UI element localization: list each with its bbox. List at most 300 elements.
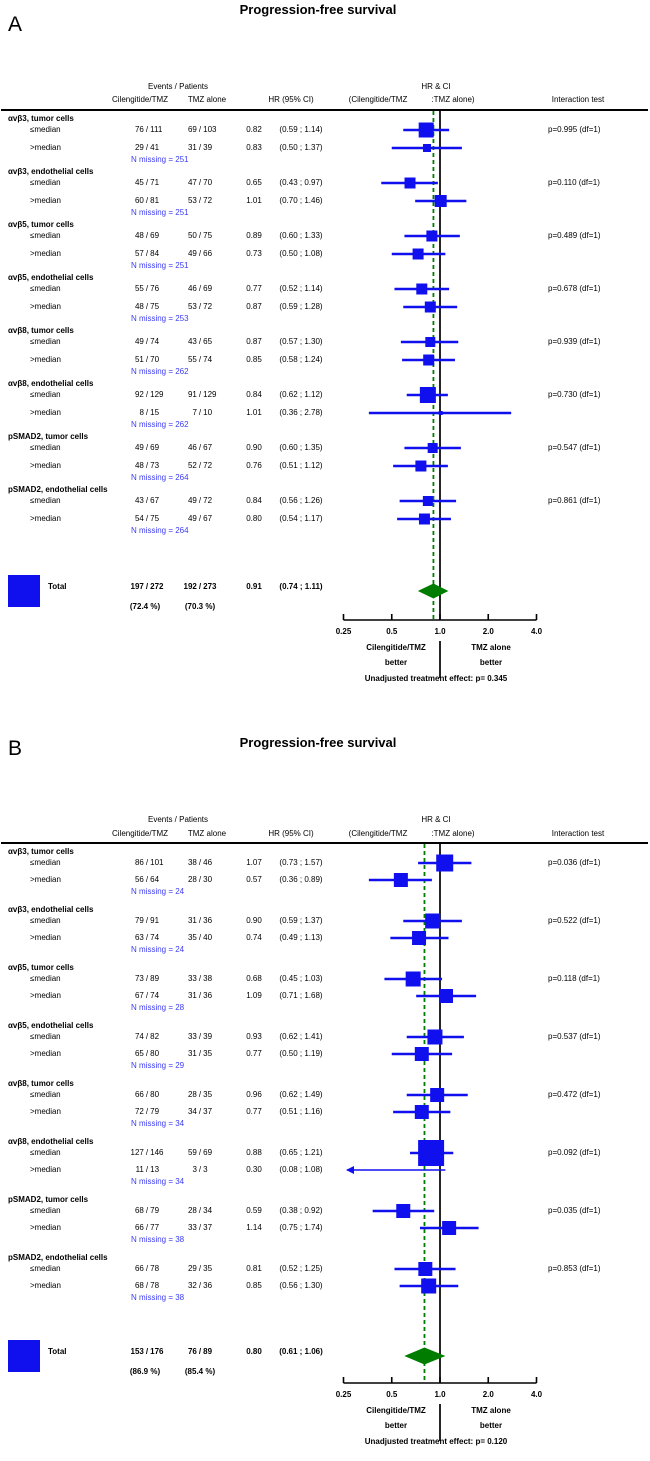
events-cilengitide-tmz: 68 / 79: [134, 1206, 160, 1215]
ci-value: (0.57 ; 1.30): [279, 337, 323, 346]
panel-b-title: Progression-free survival: [239, 735, 397, 750]
x-axis-tick-label: 1.0: [434, 1390, 446, 1399]
n-missing-note: N missing = 264: [131, 526, 189, 535]
row-label: >median: [30, 1107, 61, 1116]
interaction-p-value: p=0.472 (df=1): [548, 1090, 601, 1099]
ci-value: (0.38 ; 0.92): [279, 1206, 323, 1215]
hr-value: 0.88: [246, 1148, 262, 1157]
ci-value: (0.59 ; 1.37): [279, 916, 323, 925]
events-tmz-alone: 34 / 37: [187, 1107, 213, 1116]
group-label: αvβ5, tumor cells: [8, 963, 74, 972]
group-label: αvβ3, tumor cells: [8, 847, 74, 856]
ci-value: (0.62 ; 1.12): [279, 390, 323, 399]
events-cilengitide-tmz: 72 / 79: [134, 1107, 160, 1116]
total-percent-tmz-alone: (70.3 %): [184, 602, 216, 611]
hr-value: 0.84: [246, 390, 262, 399]
footer-label-better-right: better: [479, 1421, 503, 1430]
interaction-p-value: p=0.853 (df=1): [548, 1264, 601, 1273]
row-label: ≤median: [30, 1206, 61, 1215]
hr-value: 1.14: [246, 1223, 262, 1232]
n-missing-note: N missing = 264: [131, 473, 189, 482]
events-tmz-alone: 55 / 74: [187, 355, 213, 364]
row-label: ≤median: [30, 1032, 61, 1041]
events-tmz-alone: 91 / 129: [187, 390, 217, 399]
hr-square-marker: [420, 387, 436, 403]
row-label: >median: [30, 1223, 61, 1232]
row-label: ≤median: [30, 858, 61, 867]
hr-value: 0.84: [246, 496, 262, 505]
ci-value: (0.52 ; 1.14): [279, 284, 323, 293]
col-header-hr-95ci: HR (95% CI): [268, 95, 314, 104]
footer-label-tmz-better: TMZ alone: [471, 643, 511, 652]
ci-value: (0.51 ; 1.12): [279, 461, 323, 470]
ci-value: (0.54 ; 1.17): [279, 514, 323, 523]
footer-label-better-left: better: [384, 1421, 408, 1430]
hr-value: 0.90: [246, 443, 262, 452]
x-axis-tick-label: 0.5: [386, 627, 398, 636]
ci-value: (0.56 ; 1.26): [279, 496, 323, 505]
total-legend-square: [8, 575, 40, 607]
n-missing-note: N missing = 38: [131, 1235, 185, 1244]
ci-value: (0.73 ; 1.57): [279, 858, 323, 867]
events-tmz-alone: 3 / 3: [192, 1165, 208, 1174]
x-axis-tick-label: 4.0: [530, 1390, 543, 1399]
hr-value: 0.81: [246, 1264, 262, 1273]
events-tmz-alone: 43 / 65: [187, 337, 213, 346]
x-axis-tick-label: 0.5: [386, 1390, 398, 1399]
col-header-hrci-right: :TMZ alone): [431, 829, 475, 838]
hr-value: 0.80: [246, 514, 262, 523]
events-tmz-alone: 47 / 70: [187, 178, 213, 187]
unadjusted-treatment-effect: Unadjusted treatment effect: p= 0.120: [364, 1437, 508, 1446]
row-label: >median: [30, 1049, 61, 1058]
events-tmz-alone: 31 / 35: [187, 1049, 213, 1058]
panel-a-title: Progression-free survival: [239, 2, 397, 17]
x-axis-tick-label: 2.0: [482, 627, 494, 636]
events-tmz-alone: 7 / 10: [192, 408, 213, 417]
row-label: ≤median: [30, 390, 61, 399]
hr-square-marker: [412, 931, 426, 945]
ci-value: (0.62 ; 1.41): [279, 1032, 323, 1041]
total-events-tmz-alone: 76 / 89: [187, 1347, 213, 1356]
hr-square-marker: [439, 411, 443, 415]
footer-label-better-left: better: [384, 658, 408, 667]
row-label: ≤median: [30, 125, 61, 134]
ci-value: (0.52 ; 1.25): [279, 1264, 323, 1273]
events-tmz-alone: 53 / 72: [187, 196, 213, 205]
ci-value: (0.49 ; 1.13): [279, 933, 323, 942]
hr-value: 0.85: [246, 355, 262, 364]
group-label: αvβ5, tumor cells: [8, 220, 74, 229]
interaction-p-value: p=0.730 (df=1): [548, 390, 601, 399]
ci-value: (0.58 ; 1.24): [279, 355, 323, 364]
col-header-events-patients: Events / Patients: [147, 82, 209, 91]
events-tmz-alone: 35 / 40: [187, 933, 213, 942]
group-label: αvβ3, endothelial cells: [8, 905, 94, 914]
events-tmz-alone: 69 / 103: [187, 125, 217, 134]
events-cilengitide-tmz: 11 / 13: [135, 1165, 160, 1174]
col-header-interaction-test: Interaction test: [551, 95, 605, 104]
n-missing-note: N missing = 38: [131, 1293, 185, 1302]
col-header-hr-95ci: HR (95% CI): [268, 829, 314, 838]
events-tmz-alone: 31 / 39: [187, 143, 213, 152]
events-tmz-alone: 32 / 36: [187, 1281, 213, 1290]
row-label: ≤median: [30, 1090, 61, 1099]
hr-value: 0.82: [246, 125, 262, 134]
group-label: αvβ8, endothelial cells: [8, 1137, 94, 1146]
events-cilengitide-tmz: 66 / 77: [134, 1223, 160, 1232]
events-cilengitide-tmz: 54 / 75: [134, 514, 160, 523]
interaction-p-value: p=0.861 (df=1): [548, 496, 601, 505]
total-diamond: [406, 1348, 444, 1364]
events-cilengitide-tmz: 48 / 69: [134, 231, 160, 240]
hr-value: 1.09: [246, 991, 262, 1000]
interaction-p-value: p=0.489 (df=1): [548, 231, 601, 240]
events-cilengitide-tmz: 55 / 76: [134, 284, 160, 293]
hr-value: 0.73: [246, 249, 262, 258]
row-label: ≤median: [30, 1264, 61, 1273]
hr-square-marker: [425, 302, 436, 313]
hr-value: 0.87: [246, 337, 262, 346]
col-header-arm-tmz-alone: TMZ alone: [187, 829, 227, 838]
events-cilengitide-tmz: 63 / 74: [134, 933, 160, 942]
ci-value: (0.62 ; 1.49): [279, 1090, 323, 1099]
events-cilengitide-tmz: 65 / 80: [134, 1049, 160, 1058]
hr-square-marker: [435, 195, 447, 207]
n-missing-note: N missing = 251: [131, 155, 189, 164]
events-tmz-alone: 33 / 39: [187, 1032, 213, 1041]
interaction-p-value: p=0.547 (df=1): [548, 443, 601, 452]
events-cilengitide-tmz: 73 / 89: [134, 974, 160, 983]
events-tmz-alone: 33 / 37: [187, 1223, 213, 1232]
events-tmz-alone: 49 / 66: [187, 249, 213, 258]
hr-square-marker: [413, 249, 424, 260]
row-label: >median: [30, 1165, 61, 1174]
interaction-p-value: p=0.995 (df=1): [548, 125, 601, 134]
events-cilengitide-tmz: 66 / 78: [134, 1264, 160, 1273]
footer-label-cilengitide-better: Cilengitide/TMZ: [366, 643, 426, 652]
header-rule: [1, 109, 648, 111]
row-label: >median: [30, 143, 61, 152]
ci-value: (0.75 ; 1.74): [279, 1223, 323, 1232]
events-cilengitide-tmz: 66 / 80: [134, 1090, 160, 1099]
events-cilengitide-tmz: 45 / 71: [134, 178, 160, 187]
events-tmz-alone: 31 / 36: [187, 916, 213, 925]
total-legend-square: [8, 1340, 40, 1372]
events-cilengitide-tmz: 92 / 129: [134, 390, 164, 399]
interaction-p-value: p=0.537 (df=1): [548, 1032, 601, 1041]
hr-square-marker: [418, 1262, 432, 1276]
hr-square-marker: [415, 1105, 429, 1119]
hr-value: 0.68: [246, 974, 262, 983]
hr-square-marker: [405, 178, 416, 189]
hr-square-marker: [394, 873, 408, 887]
x-axis-tick-label: 2.0: [482, 1390, 494, 1399]
total-diamond: [419, 584, 447, 598]
hr-square-marker: [425, 337, 435, 347]
col-header-hr-ci: HR & CI: [421, 82, 451, 91]
events-tmz-alone: 50 / 75: [187, 231, 213, 240]
hr-square-marker: [436, 855, 453, 872]
events-tmz-alone: 53 / 72: [187, 302, 213, 311]
row-label: ≤median: [30, 337, 61, 346]
ci-value: (0.45 ; 1.03): [279, 974, 323, 983]
ci-value: (0.70 ; 1.46): [279, 196, 323, 205]
interaction-p-value: p=0.036 (df=1): [548, 858, 601, 867]
total-hr-value: 0.91: [246, 582, 262, 591]
ci-value: (0.56 ; 1.30): [279, 1281, 323, 1290]
row-label: >median: [30, 514, 61, 523]
total-percent-cilengitide-tmz: (86.9 %): [129, 1367, 161, 1376]
row-label: ≤median: [30, 916, 61, 925]
ci-value: (0.65 ; 1.21): [279, 1148, 323, 1157]
hr-square-marker: [430, 1088, 444, 1102]
n-missing-note: N missing = 24: [131, 945, 185, 954]
col-header-events-patients: Events / Patients: [147, 815, 209, 824]
events-cilengitide-tmz: 60 / 81: [134, 196, 160, 205]
interaction-p-value: p=0.678 (df=1): [548, 284, 601, 293]
n-missing-note: N missing = 24: [131, 887, 185, 896]
footer-label-better-right: better: [479, 658, 503, 667]
n-missing-note: N missing = 28: [131, 1003, 185, 1012]
hr-square-marker: [418, 1140, 444, 1166]
footer-label-cilengitide-better: Cilengitide/TMZ: [366, 1406, 426, 1415]
n-missing-note: N missing = 251: [131, 261, 189, 270]
events-cilengitide-tmz: 43 / 67: [134, 496, 160, 505]
hr-square-marker: [419, 514, 430, 525]
hr-value: 0.96: [246, 1090, 262, 1099]
events-tmz-alone: 59 / 69: [187, 1148, 213, 1157]
ci-value: (0.59 ; 1.14): [279, 125, 323, 134]
hr-value: 1.07: [246, 858, 262, 867]
group-label: αvβ5, endothelial cells: [8, 273, 94, 282]
events-tmz-alone: 49 / 67: [187, 514, 213, 523]
hr-value: 1.01: [246, 408, 262, 417]
events-cilengitide-tmz: 76 / 111: [134, 125, 163, 134]
panel-b-label: B: [8, 737, 23, 760]
row-label: ≤median: [30, 1148, 61, 1157]
group-label: αvβ3, endothelial cells: [8, 167, 94, 176]
x-axis-tick-label: 0.25: [335, 1390, 352, 1399]
events-tmz-alone: 52 / 72: [187, 461, 213, 470]
group-label: pSMAD2, tumor cells: [8, 1195, 89, 1204]
events-cilengitide-tmz: 51 / 70: [134, 355, 160, 364]
ci-value: (0.60 ; 1.33): [279, 231, 323, 240]
hr-square-marker: [439, 989, 453, 1003]
ci-value: (0.59 ; 1.28): [279, 302, 323, 311]
footer-label-tmz-better: TMZ alone: [471, 1406, 511, 1415]
group-label: αvβ8, endothelial cells: [8, 379, 94, 388]
ci-value: (0.71 ; 1.68): [279, 991, 323, 1000]
events-tmz-alone: 33 / 38: [187, 974, 213, 983]
row-label: >median: [30, 933, 61, 942]
events-cilengitide-tmz: 68 / 78: [134, 1281, 160, 1290]
row-label: >median: [30, 249, 61, 258]
row-label: >median: [30, 875, 61, 884]
hr-square-marker: [425, 914, 440, 929]
x-axis-tick-label: 4.0: [530, 627, 543, 636]
interaction-p-value: p=0.110 (df=1): [548, 178, 600, 187]
hr-value: 0.65: [246, 178, 262, 187]
col-header-hr-ci: HR & CI: [421, 815, 451, 824]
x-axis-tick-label: 1.0: [434, 627, 446, 636]
hr-value: 1.01: [246, 196, 262, 205]
events-cilengitide-tmz: 79 / 91: [134, 916, 160, 925]
hr-value: 0.59: [246, 1206, 262, 1215]
n-missing-note: N missing = 34: [131, 1177, 185, 1186]
hr-square-marker: [396, 1204, 410, 1218]
events-tmz-alone: 28 / 34: [187, 1206, 213, 1215]
n-missing-note: N missing = 262: [131, 420, 189, 429]
hr-value: 0.85: [246, 1281, 262, 1290]
hr-square-marker: [419, 123, 434, 138]
hr-value: 0.74: [246, 933, 262, 942]
total-percent-cilengitide-tmz: (72.4 %): [129, 602, 161, 611]
n-missing-note: N missing = 29: [131, 1061, 185, 1070]
events-cilengitide-tmz: 86 / 101: [134, 858, 164, 867]
total-events-cilengitide-tmz: 197 / 272: [130, 582, 164, 591]
hr-value: 0.89: [246, 231, 262, 240]
row-label: ≤median: [30, 443, 61, 452]
row-label: >median: [30, 302, 61, 311]
events-tmz-alone: 28 / 35: [187, 1090, 213, 1099]
x-axis-tick-label: 0.25: [335, 627, 352, 636]
hr-value: 0.77: [246, 284, 262, 293]
n-missing-note: N missing = 34: [131, 1119, 185, 1128]
col-header-arm-cilengitide: Cilengitide/TMZ: [111, 95, 169, 104]
hr-square-marker: [423, 496, 433, 506]
ci-value: (0.36 ; 2.78): [279, 408, 323, 417]
n-missing-note: N missing = 251: [131, 208, 189, 217]
hr-value: 0.90: [246, 916, 262, 925]
events-cilengitide-tmz: 67 / 74: [134, 991, 160, 1000]
panel-a-label: A: [8, 13, 23, 36]
hr-square-marker: [442, 1221, 456, 1235]
row-label: ≤median: [30, 231, 61, 240]
interaction-p-value: p=0.118 (df=1): [548, 974, 600, 983]
hr-square-marker: [406, 972, 421, 987]
col-header-hrci-left: (Cilengitide/TMZ: [348, 95, 408, 104]
hr-value: 0.30: [246, 1165, 262, 1174]
total-events-cilengitide-tmz: 153 / 176: [130, 1347, 164, 1356]
interaction-p-value: p=0.035 (df=1): [548, 1206, 601, 1215]
events-tmz-alone: 46 / 67: [187, 443, 213, 452]
row-label: ≤median: [30, 974, 61, 983]
group-label: pSMAD2, tumor cells: [8, 432, 89, 441]
col-header-interaction-test: Interaction test: [551, 829, 605, 838]
hr-square-marker: [421, 1279, 436, 1294]
total-ci-value: (0.61 ; 1.06): [279, 1347, 323, 1356]
events-cilengitide-tmz: 48 / 73: [134, 461, 160, 470]
row-label: >median: [30, 196, 61, 205]
total-events-tmz-alone: 192 / 273: [183, 582, 217, 591]
ci-value: (0.50 ; 1.08): [279, 249, 323, 258]
ci-arrow-left: [346, 1166, 354, 1174]
events-cilengitide-tmz: 127 / 146: [130, 1148, 164, 1157]
total-percent-tmz-alone: (85.4 %): [184, 1367, 216, 1376]
events-tmz-alone: 46 / 69: [187, 284, 213, 293]
hr-value: 0.87: [246, 302, 262, 311]
col-header-arm-tmz-alone: TMZ alone: [187, 95, 227, 104]
n-missing-note: N missing = 262: [131, 367, 189, 376]
group-label: αvβ8, tumor cells: [8, 1079, 74, 1088]
hr-value: 0.77: [246, 1107, 262, 1116]
events-tmz-alone: 38 / 46: [187, 858, 213, 867]
events-cilengitide-tmz: 57 / 84: [134, 249, 160, 258]
interaction-p-value: p=0.092 (df=1): [548, 1148, 601, 1157]
events-cilengitide-tmz: 49 / 69: [134, 443, 160, 452]
hr-square-marker: [416, 284, 427, 295]
hr-value: 0.57: [246, 875, 262, 884]
total-hr-value: 0.80: [246, 1347, 262, 1356]
group-label: αvβ5, endothelial cells: [8, 1021, 94, 1030]
total-ci-value: (0.74 ; 1.11): [279, 582, 323, 591]
events-cilengitide-tmz: 48 / 75: [134, 302, 160, 311]
hr-value: 0.83: [246, 143, 262, 152]
ci-value: (0.43 ; 0.97): [279, 178, 323, 187]
n-missing-note: N missing = 253: [131, 314, 189, 323]
total-label: Total: [48, 1347, 67, 1356]
hr-value: 0.77: [246, 1049, 262, 1058]
ci-value: (0.08 ; 1.08): [279, 1165, 323, 1174]
hr-square-marker: [415, 1047, 429, 1061]
group-label: pSMAD2, endothelial cells: [8, 485, 108, 494]
events-cilengitide-tmz: 56 / 64: [134, 875, 160, 884]
total-label: Total: [48, 582, 67, 591]
group-label: αvβ3, tumor cells: [8, 114, 74, 123]
header-rule: [1, 842, 648, 844]
ci-value: (0.51 ; 1.16): [279, 1107, 323, 1116]
hr-square-marker: [423, 144, 431, 152]
hr-value: 0.93: [246, 1032, 262, 1041]
events-tmz-alone: 28 / 30: [187, 875, 213, 884]
row-label: ≤median: [30, 496, 61, 505]
events-cilengitide-tmz: 74 / 82: [134, 1032, 160, 1041]
ci-value: (0.60 ; 1.35): [279, 443, 323, 452]
group-label: αvβ8, tumor cells: [8, 326, 74, 335]
row-label: >median: [30, 461, 61, 470]
row-label: >median: [30, 991, 61, 1000]
interaction-p-value: p=0.522 (df=1): [548, 916, 601, 925]
row-label: ≤median: [30, 178, 61, 187]
row-label: >median: [30, 355, 61, 364]
ci-value: (0.36 ; 0.89): [279, 875, 323, 884]
unadjusted-treatment-effect: Unadjusted treatment effect: p= 0.345: [364, 674, 508, 683]
events-tmz-alone: 29 / 35: [187, 1264, 213, 1273]
events-cilengitide-tmz: 8 / 15: [139, 408, 160, 417]
hr-square-marker: [415, 461, 426, 472]
events-cilengitide-tmz: 49 / 74: [134, 337, 160, 346]
row-label: >median: [30, 1281, 61, 1290]
hr-square-marker: [423, 355, 434, 366]
row-label: >median: [30, 408, 61, 417]
hr-value: 0.76: [246, 461, 262, 470]
col-header-arm-cilengitide: Cilengitide/TMZ: [111, 829, 169, 838]
col-header-hrci-left: (Cilengitide/TMZ: [348, 829, 408, 838]
col-header-hrci-right: :TMZ alone): [431, 95, 475, 104]
group-label: pSMAD2, endothelial cells: [8, 1253, 108, 1262]
events-tmz-alone: 49 / 72: [187, 496, 213, 505]
row-label: ≤median: [30, 284, 61, 293]
interaction-p-value: p=0.939 (df=1): [548, 337, 601, 346]
events-tmz-alone: 31 / 36: [187, 991, 213, 1000]
hr-square-marker: [426, 231, 437, 242]
events-cilengitide-tmz: 29 / 41: [134, 143, 160, 152]
ci-value: (0.50 ; 1.37): [279, 143, 323, 152]
hr-square-marker: [427, 1030, 442, 1045]
ci-value: (0.50 ; 1.19): [279, 1049, 323, 1058]
hr-square-marker: [428, 443, 438, 453]
